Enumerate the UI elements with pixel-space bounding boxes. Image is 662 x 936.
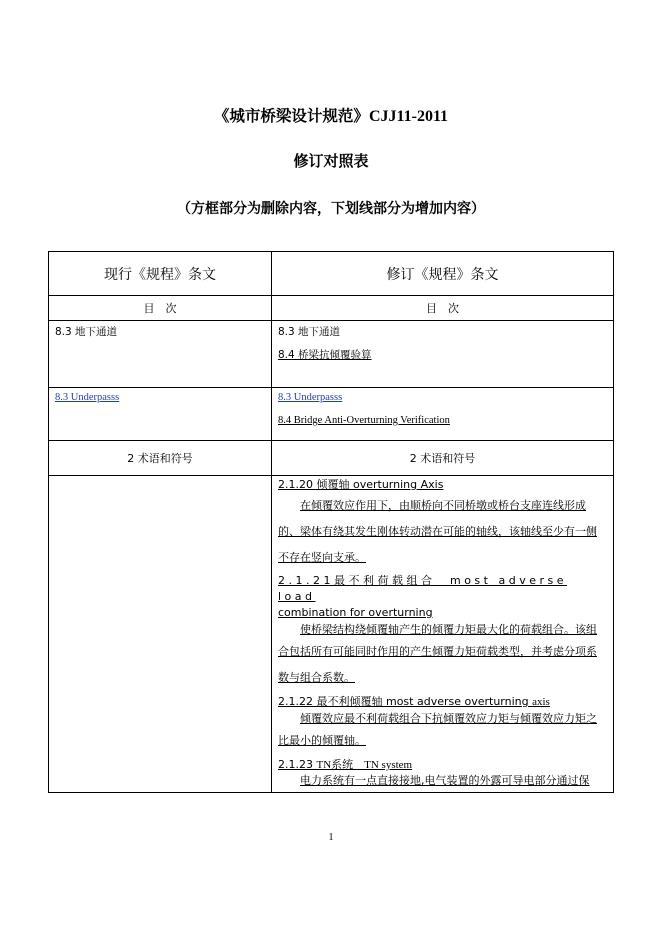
toc-row [49,296,614,321]
def1-heading: 2.1.20 倾覆轴 overturning Axis [278,478,444,491]
table-row [49,476,614,793]
row1-revised [272,321,614,388]
title-main: 《城市桥梁设计规范》 [213,107,369,125]
def4-line: 电力系统有一点直接接地,电气装置的外露可导电部分通过保 [300,774,590,787]
def3-heading [278,694,607,710]
toc-current: 目 次 [49,296,272,321]
header-revised: 修订《规程》条文 [272,252,614,296]
def2-line: 数与组合系数。 [278,671,355,684]
row2-revised [272,388,614,441]
def1-line: 不存在竖向支承。 [278,551,366,564]
def3-heading-serif: axis [532,696,550,708]
document-subtitle: 修订对照表 [293,152,369,170]
comparison-table [48,251,614,793]
def2-line: 合包括所有可能同时作用的产生倾覆力矩荷载类型，并考虑分项系 [278,645,597,658]
section-revised: 2 术语和符号 [272,441,614,476]
def2-heading-cont: combination for overturning [278,606,433,619]
def2-heading: 2.1.21最不利荷载组合 most adverse load [278,574,567,603]
page-number: 1 [328,832,334,843]
row1-current [49,321,272,388]
row2-current-text: 8.3 Underpasss [55,392,120,403]
definitions-revised [272,476,614,793]
table-header-row [49,252,614,296]
row1-revised-text-a: 8.3 地下通道 [278,326,341,338]
def3-line: 倾覆效应最不利荷载组合下抗倾覆效应力矩与倾覆效应力矩之 [300,712,597,725]
def4-heading-serif: TN系统 TN system [316,759,413,771]
header-current: 现行《规程》条文 [49,252,272,296]
section-row [49,441,614,476]
row2-revised-text-b: 8.4 Bridge Anti-Overturning Verification [278,415,450,426]
document-title [0,104,662,126]
toc-revised: 目 次 [272,296,614,321]
section-current: 2 术语和符号 [49,441,272,476]
def4-heading [278,757,607,773]
def1-line: 在倾覆效应作用下，由顺桥向不同桥墩或桥台支座连线形成 [300,499,586,512]
def2-line: 使桥梁结构绕倾覆轴产生的倾覆力矩最大化的荷载组合。该组 [300,623,597,636]
definitions-current [49,476,272,793]
def1-line: 的、梁体有绕其发生刚体转动潜在可能的轴线，该轴线至少有一侧 [278,525,597,538]
def3-line: 比最小的倾覆轴。 [278,734,366,747]
title-code: CJJ11-2011 [368,108,449,125]
table-row [49,321,614,388]
row2-revised-text-a: 8.3 Underpasss [278,392,343,403]
row1-revised-text-b: 8.4 桥梁抗倾覆验算 [278,349,372,361]
def3-heading-text: 2.1.22 最不利倾覆轴 most adverse overturning [278,695,533,708]
document-note: （方框部分为删除内容，下划线部分为增加内容） [177,201,485,217]
row1-current-text: 8.3 地下通道 [55,326,118,338]
row2-current [49,388,272,441]
def4-heading-text: 2.1.23 [278,758,317,771]
table-row [49,388,614,441]
